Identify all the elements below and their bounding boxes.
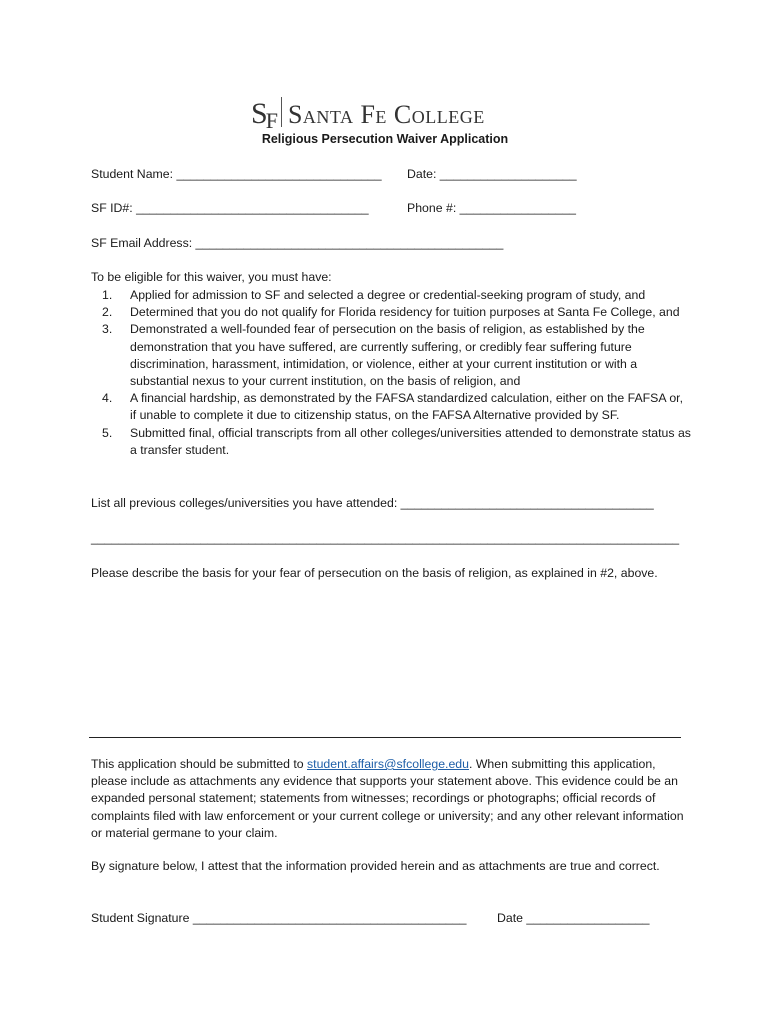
eligibility-list [91, 287, 691, 459]
date-field[interactable]: Date: ____________________ [407, 167, 577, 181]
response-line[interactable] [89, 737, 681, 738]
eligibility-intro: To be eligible for this waiver, you must have: [91, 270, 332, 284]
submission-instructions [91, 756, 691, 842]
submission-text-after-link: . When submitting this application, please include as attachments any evidence that supports your statement above. This evidence could be an expanded personal statement; statements from witnesses; recordings or photographs; official records of complaints filed with law enforcement or your current college or university; and any other relevant information or material germane to your claim. [91, 757, 684, 840]
list-item-number: 4. [102, 391, 113, 406]
list-item-number: 3. [102, 322, 113, 337]
phone-field[interactable]: Phone #: _________________ [407, 201, 576, 215]
student-name-field[interactable]: Student Name: ______________________________ [91, 167, 382, 181]
list-item-number: 2. [102, 305, 113, 320]
sf-id-field[interactable]: SF ID#: __________________________________ [91, 201, 369, 215]
list-item [91, 425, 691, 459]
student-affairs-email-link[interactable]: student.affairs@sfcollege.edu [307, 757, 469, 771]
logo-divider [281, 97, 282, 127]
list-item-number: 5. [102, 425, 113, 440]
college-name: Santa Fe College [287, 100, 485, 129]
list-item [91, 304, 691, 321]
email-field[interactable]: SF Email Address: _____________________________________________ [91, 236, 504, 250]
attestation-statement: By signature below, I attest that the information provided herein and as attachments are true and correct. [91, 859, 660, 873]
submission-text-before-link: This application should be submitted to [91, 757, 308, 771]
list-item-text: Applied for admission to SF and selected a degree or credential-seeking program of study, and [130, 288, 646, 302]
list-item-text: Submitted final, official transcripts from all other colleges/universities attended to demonstrate status as a transfer student. [130, 425, 691, 457]
previous-colleges-continuation-line[interactable]: ______________________________________________________________________________________ [91, 531, 680, 545]
santa-fe-college-logo [251, 93, 485, 133]
list-item-number: 1. [102, 288, 113, 302]
list-item [91, 287, 691, 304]
list-item-text: Determined that you do not qualify for Florida residency for tuition purposes at Santa Fe College, and [130, 305, 680, 320]
list-item [91, 321, 691, 390]
list-item-text: Demonstrated a well-founded fear of persecution on the basis of religion, as established by the demonstration that you have suffered, are currently suffering, or credibly fear suffering future discrimination, harassment, intimidation, or violence, either at your current institution or with a substantial nexus to your current institution, on the basis of religion, and [130, 322, 645, 389]
list-item [91, 390, 691, 424]
form-title: Religious Persecution Waiver Application [261, 132, 509, 146]
previous-colleges-field[interactable]: List all previous colleges/universities you have attended: _____________________________________ [91, 496, 654, 510]
student-signature-field[interactable]: Student Signature ________________________________________ [91, 911, 467, 925]
signature-date-field[interactable]: Date __________________ [497, 911, 650, 925]
sf-logo-mark: SF [251, 97, 276, 133]
list-item-text: A financial hardship, as demonstrated by the FAFSA standardized calculation, either on the FAFSA or, if unable to complete it due to citizenship status, on the FAFSA Alternative provided by SF. [130, 391, 683, 423]
describe-prompt: Please describe the basis for your fear of persecution on the basis of religion, as explained in #2, above. [91, 566, 658, 580]
